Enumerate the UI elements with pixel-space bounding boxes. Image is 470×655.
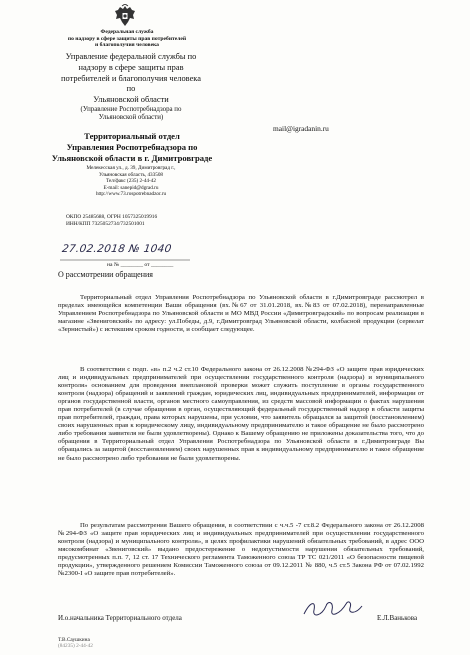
executor-phone: (84235) 2-44-42 [58,643,93,650]
service-line: по надзору в сфере защиты прав потребителей [67,35,187,42]
service-name [52,29,202,49]
office-line: потребителей и благополучия человека по [61,73,201,94]
executor-name: Т.В.Саушкина [58,637,90,643]
handwritten-signature [300,596,364,622]
signatory-position: И.о.начальника Территориального отдела [58,614,182,622]
department-line: Ульяновской области в г. Димитровграде [51,153,213,163]
address-line: Мелекесская ул., д. 39, Димитровград г., [86,165,176,171]
department-name [40,131,224,164]
website-line: http://www.73.rospotrebnadzor.ru [95,191,167,198]
executor-info [58,637,93,649]
coat-of-arms-icon [114,4,136,28]
signatory-name: Е.Л.Ванькова [377,614,418,622]
reference-number-line: на № ________ от ________ [107,262,174,268]
office-line: Управление федеральной службы по [65,52,197,61]
service-line: и благополучия человека [95,42,159,49]
address-line: Ульяновская область, 433508 [98,171,164,178]
office-line: надзору в сфере защиты прав [78,62,184,72]
body-paragraph: В соответствии с подп. «в» п.2 ч.2 ст.10 Федерального закона от 26.12.2008 №294-ФЗ «О защите прав юридических лиц и индивидуальных предпринимателей при осуществлении государственного контроля (надзора) и муниципального контроля» основанием для проведения внеплановой проверки может служить поступление в органы государственного контроля (надзора) обращений и заявлений граждан, юридических лиц, индивидуальных предпринимателей, информации от органов государственной власти, органов местного самоуправления, из средств массовой информации о фактах нарушения прав потребителей (в случае обращения в орган, осуществляющий федеральный государственный надзор в области защиты прав потребителей, граждан, права которых нарушены, при условии, что заявитель обращался за защитой (восстановлением) своих нарушенных прав к юридическому лицу, индивидуальному предпринимателю и такое обращение не было рассмотрено либо требования заявителя не были удовлетворены). Однако к Вашему обращению не приложены доказательства того, что до обращения в Территориальный отдел Управления Роспотребнадзора по Ульяновской области в г.Димитровграде Вы обращались за защитой (восстановлением) своих нарушенных прав к индивидуальному предпринимателю и такое обращение не было рассмотрено либо требования не были удовлетворены. [58,366,424,462]
okpo-ogrn-line: ОКПО 25485688, ОГРН 1057325019916 [66,214,158,220]
body-paragraph: Территориальный отдел Управления Роспотребнадзора по Ульяновской области в г.Димитровграде рассмотрел в пределах имеющейся компетенции Ваши обращения (вх.№67 от 31.01.2018, вх.№83 от 07.02.2018), перенаправленные Управлением Роспотребнадзора по Ульяновской области и МО МВД России «Димитровградский» по вопросам реализации в магазине «Звениговский» по адресу: ул.Победы, д.9, г.Димитровград Ульяновской области, колбасной продукции (сервелат «Зернистый») с истекшим сроком годности, и сообщает следующее. [58,294,424,334]
phone-line: Тел/факс (235) 2-44-42 [106,178,156,185]
inn-kpp-line: ИНН/КПП 7325052734/732501001 [66,220,145,227]
office-line: Ульяновской области [93,95,169,105]
office-short-line: Ульяновской области) [98,114,164,122]
handwritten-date-number: 27.02.2018 № 1040 [61,243,173,255]
department-line: Территориальный отдел [84,131,180,141]
department-address [56,165,206,198]
addressee-email: mail@igradanin.ru [273,124,329,133]
body-paragraph: По результатам рассмотрения Вашего обращения, в соответствии с ч.ч.5 -7 ст.8.2 Федерального закона от 26.12.2008 №294-ФЗ «О защите прав юридических лиц и индивидуальных предпринимателей при осуществлении государственного контроля (надзора) и муниципального контроля», в целях профилактики нарушений обязательных требований, в адрес ООО мясокомбинат «Звениговский» выдано предостережение о недопустимости нарушения обязательных требований, предусмотренных п.п. 7, 12 ст. 17 Технического регламента Таможенного союза ТР ТС 021/2011 «О безопасности пищевой продукции», утвержденного решением Комиссии Таможенного союза от 09.12.2011 № 880, ч.5 ст.5 Закона РФ от 07.02.1992 №2300-I «О защите прав потребителей». [58,522,424,578]
registration-codes [66,214,206,227]
office-short-line: (Управление Роспотребнадзора по [80,105,182,113]
service-line: Федеральная служба [100,29,154,35]
letter-subject: О рассмотрении обращения [58,270,153,279]
department-line: Управления Роспотребнадзора по [66,142,198,152]
office-name [56,52,206,122]
email-line: E-mail: sanepid@dgrad.ru [103,184,159,191]
